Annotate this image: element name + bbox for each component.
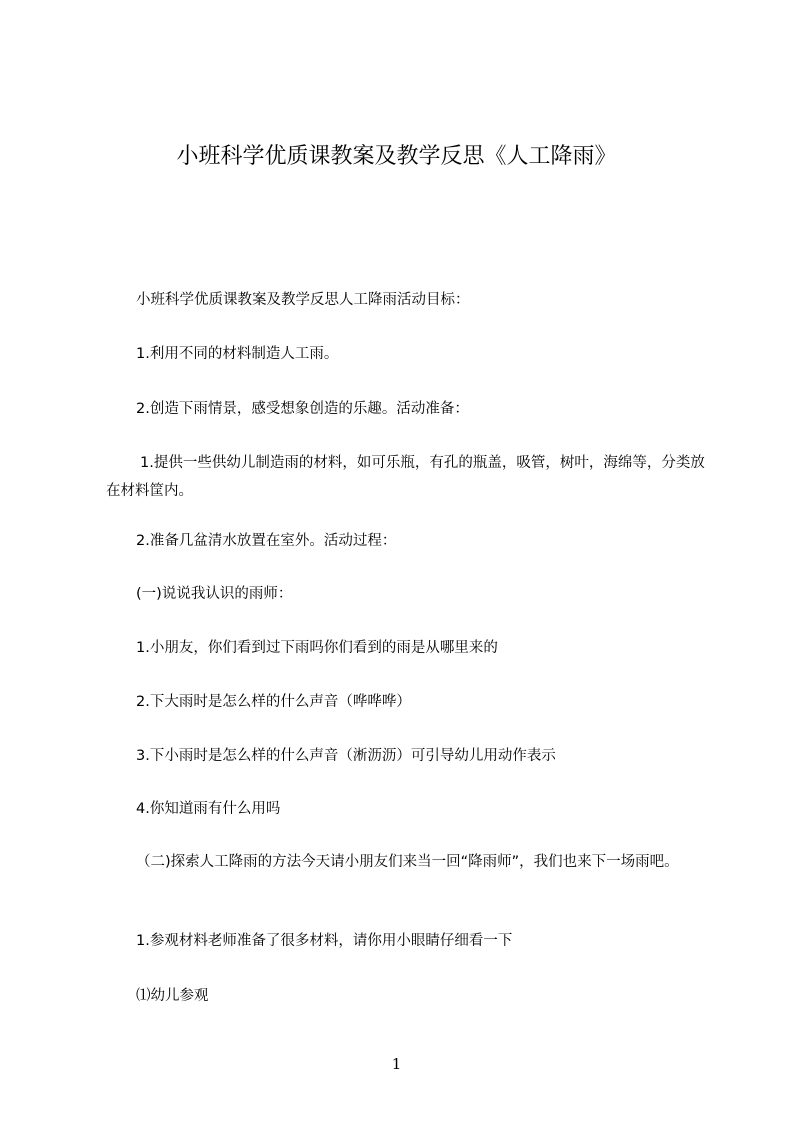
- paragraph-step-1: 1.参观材料老师准备了很多材料，请你用小眼睛仔细看一下: [136, 933, 513, 949]
- paragraph-question-4: 4.你知道雨有什么用吗: [136, 801, 281, 817]
- paragraph-activity-goals: 小班科学优质课教案及教学反思人工降雨活动目标：: [136, 292, 470, 308]
- paragraph-question-1: 1.小朋友，你们看到过下雨吗你们看到的雨是从哪里来的: [136, 640, 498, 656]
- paragraph-section-2: （二)探索人工降雨的方法今天请小朋友们来当一回“降雨师”，我们也来下一场雨吧。: [136, 854, 679, 870]
- paragraph-step-1a: ⑴幼儿参观: [136, 988, 209, 1004]
- paragraph-prep-1: 1.提供一些供幼儿制造雨的材料，如可乐瓶，有孔的瓶盖，吸管，树叶，海绵等，分类放在材料筐内。: [106, 455, 705, 499]
- paragraph-question-2: 2.下大雨时是怎么样的什么声音（哗哗哗）: [136, 694, 411, 710]
- paragraph-goal-2: 2.创造下雨情景，感受想象创造的乐趣。活动准备：: [136, 401, 469, 417]
- paragraph-prep-2: 2.准备几盆清水放置在室外。活动过程：: [136, 533, 397, 549]
- page-number: 1: [391, 1055, 402, 1073]
- paragraph-section-1: (一)说说我认识的雨师：: [136, 586, 293, 602]
- paragraph-goal-1: 1.利用不同的材料制造人工雨。: [136, 346, 339, 362]
- paragraph-question-3: 3.下小雨时是怎么样的什么声音（淅沥沥）可引导幼儿用动作表示: [136, 748, 556, 764]
- document-title: 小班科学优质课教案及教学反思《人工降雨》: [176, 144, 617, 169]
